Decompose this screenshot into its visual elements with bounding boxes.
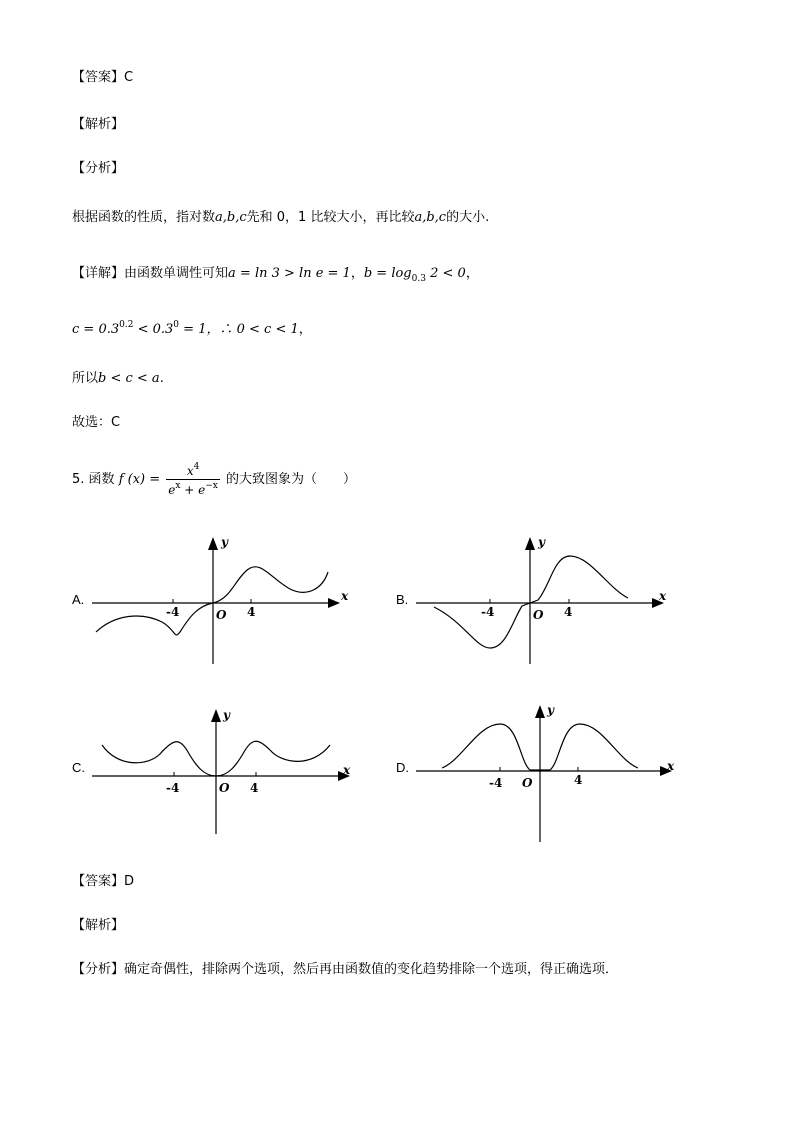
fenxi-text-2: 确定奇偶性，排除两个选项，然后再由函数值的变化趋势排除一个选项，得正确选项． [124,962,619,977]
x-axis-label: x [667,759,675,773]
origin-label: O [219,781,230,795]
x-axis-label: x [341,589,349,603]
detail-text: 由函数单调性可知 [124,266,229,281]
detail-tag: 【详解】 [72,266,125,281]
origin-label: O [522,776,533,790]
detail-end: ， [465,266,479,281]
answer-value: D [124,874,135,889]
c-eq-part4: ，∴ 0 < c < 1 [206,322,299,337]
fenxi-line-2 [72,958,618,977]
option-a-graph [90,532,355,672]
answer-tag: 【答案】 [72,874,125,889]
tick-neg-label: -4 [489,776,503,790]
curve-b [434,556,628,648]
tick-neg-label: -4 [166,781,180,795]
question-fraction [166,462,220,497]
answer-line-2 [72,870,134,889]
so-end: . [159,371,164,386]
analysis-heading-2: 【解析】 [72,918,125,933]
option-c-graph [90,700,355,840]
tick-pos-label: 4 [574,773,583,787]
curve-a [96,567,328,635]
tick-pos-label: 4 [250,781,259,795]
y-axis-label: y [547,703,554,717]
y-axis-arrow-icon [211,709,221,722]
origin-label: O [216,608,227,622]
fraction-denominator: $e^x + e^{-x}$ [168,481,218,497]
detail-eq2-sub: 0.3 [411,274,426,284]
y-axis-label: y [221,535,228,549]
fenxi-heading-1: 【分析】 [72,161,125,176]
fenxi-text-1 [72,206,489,225]
c-eq-sup1: 0.2 [119,320,134,330]
detail-eq1: a = ln 3 > ln e = 1 [228,266,351,281]
y-axis-arrow-icon [525,537,535,550]
question-fx: f (x) = [118,472,161,487]
so-eq: b < c < a [98,371,160,386]
fenxi-text-part1: 根据函数的性质，指对数 [72,210,216,225]
analysis-heading-1: 【解析】 [72,117,125,132]
x-axis-arrow-icon [328,598,340,608]
x-axis-label: x [659,589,667,603]
c-line [72,318,312,337]
answer-tag: 【答案】 [72,70,125,85]
detail-line [72,262,479,284]
option-d-graph [414,700,679,845]
c-eq-part3: = 1 [179,322,207,337]
c-eq-part1: c = 0.3 [72,322,120,337]
y-axis-arrow-icon [208,537,218,550]
y-axis-arrow-icon [535,705,545,718]
answer-line-1 [72,66,133,85]
choice-line-1: 故选：C [72,415,121,430]
so-text: 所以 [72,371,99,386]
y-axis-label: y [538,535,545,549]
tick-neg-label: -4 [166,605,180,619]
fraction-numerator: $x^4$ [186,462,200,478]
option-b-letter: B. [396,592,409,607]
detail-eq2-post: 2 < 0 [425,266,466,281]
question-number: 5. 函数 [72,472,115,487]
c-eq-sup2: 0 [173,320,180,330]
fenxi-text-part3: 的大小. [446,210,490,225]
option-a-letter: A. [72,592,85,607]
c-eq-end: ， [298,322,312,337]
so-line [72,367,164,386]
option-b-graph [414,532,679,672]
fenxi-tag-2: 【分析】 [72,962,125,977]
answer-value: C [124,70,134,85]
fenxi-vars-2: a,b,c [414,210,447,225]
tick-neg-label: -4 [481,605,495,619]
tick-pos-label: 4 [564,605,573,619]
option-d-letter: D. [396,760,409,775]
c-eq-part2: < 0.3 [133,322,174,337]
question-tail: 的大致图象为（ ） [226,472,357,487]
fenxi-text-part2: 先和 0，1 比较大小，再比较 [246,210,415,225]
y-axis-label: y [223,708,230,722]
fenxi-vars-1: a,b,c [215,210,247,225]
x-axis-label: x [343,763,351,777]
detail-sep: ， [350,266,364,281]
origin-label: O [533,608,544,622]
question-5 [72,462,356,497]
detail-eq2-pre: b = log [363,266,412,281]
option-c-letter: C. [72,760,85,775]
tick-pos-label: 4 [247,605,256,619]
